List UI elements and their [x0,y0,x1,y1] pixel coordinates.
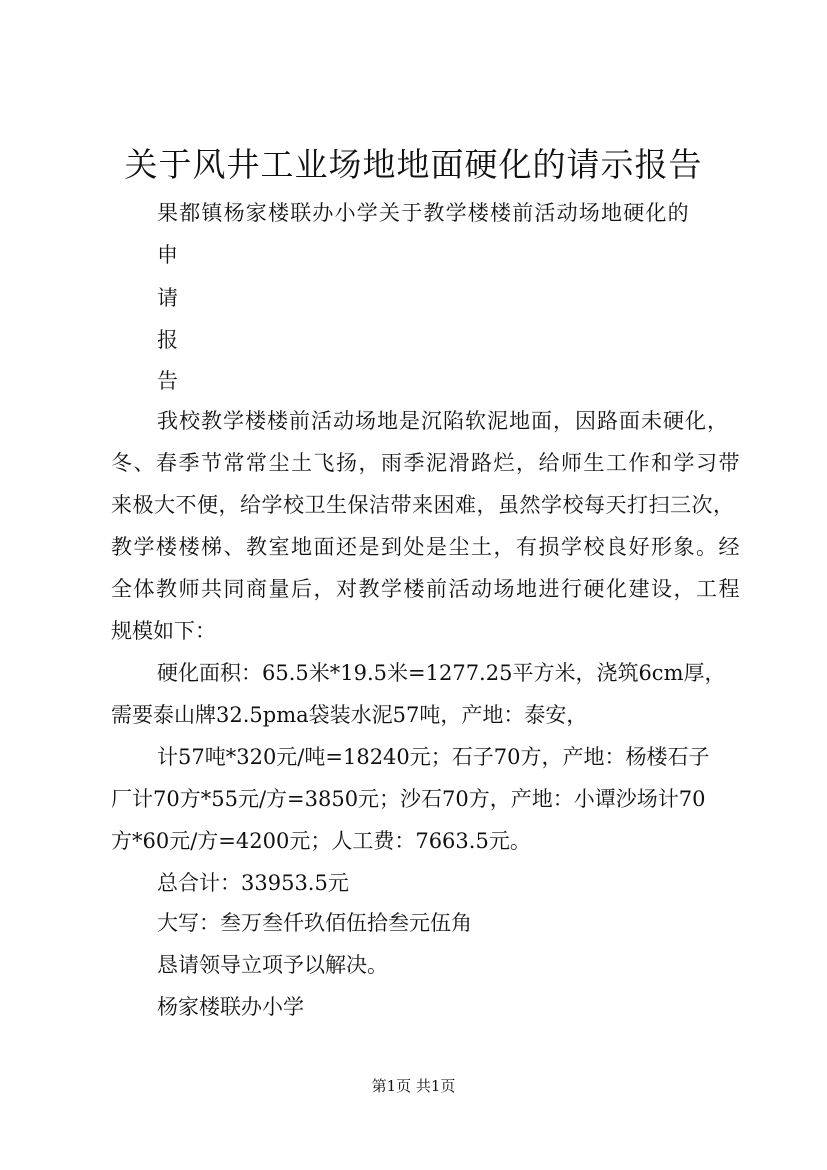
body-line: 告 [157,369,178,393]
body-line: 总合计：33953.5元 [157,871,349,895]
body-line: 大写：叁万叁仟玖佰伍拾叁元伍角 [157,911,472,935]
body-line: 教学楼楼梯、教室地面还是到处是尘土，有损学校良好形象。经 [111,535,741,559]
body-line: 请 [157,286,178,310]
body-line: 来极大不便，给学校卫生保洁带来困难，虽然学校每天打扫三次， [111,493,735,517]
body-line: 恳请领导立项予以解决。 [157,953,388,977]
document-title: 关于风井工业场地地面硬化的请示报告 [124,145,703,184]
body-line: 全体教师共同商量后，对教学楼前活动场地进行硬化建设，工程 [111,577,741,601]
body-line: 我校教学楼楼前活动场地是沉陷软泥地面，因路面未硬化， [157,409,729,433]
body-line: 硬化面积：65.5米*19.5米=1277.25平方米，浇筑6cm厚， [157,661,726,685]
body-line: 申 [157,243,178,267]
page-footer: 第1页 共1页 [371,1077,456,1095]
body-line: 冬、春季节常常尘土飞扬，雨季泥滑路烂，给师生工作和学习带 [111,451,741,475]
body-line: 计57吨*320元/吨=18240元；石子70方，产地：杨楼石子 [157,745,710,769]
body-line: 规模如下： [111,619,216,643]
body-line: 果都镇杨家楼联办小学关于教学楼楼前活动场地硬化的 [157,201,690,225]
body-line: 报 [157,328,178,352]
body-line: 需要泰山牌32.5pma袋装水泥57吨，产地：泰安， [111,703,588,727]
body-line: 杨家楼联办小学 [157,995,304,1019]
body-line: 方*60元/方=4200元；人工费：7663.5元。 [111,829,531,853]
body-line: 厂计70方*55元/方=3850元；沙石70方，产地：小谭沙场计70 [111,787,706,811]
